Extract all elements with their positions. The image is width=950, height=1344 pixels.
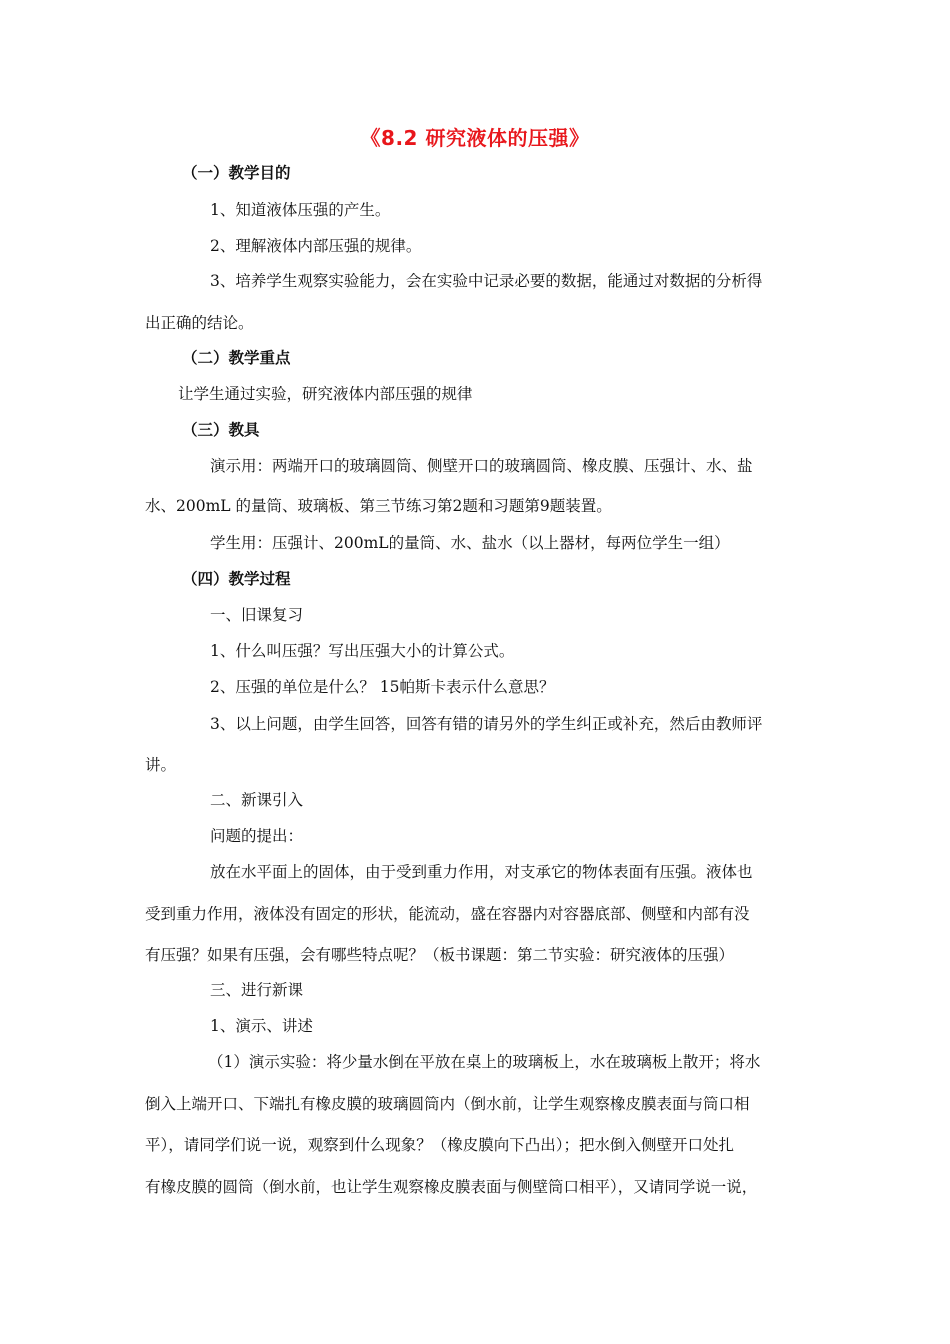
paragraph-line: 3、培养学生观察实验能力，会在实验中记录必要的数据，能通过对数据的分析得 (210, 272, 763, 290)
section-heading-teaching-aids: （三）教具 (182, 421, 260, 439)
paragraph-line: 有橡皮膜的圆筒（倒水前，也让学生观察橡皮膜表面与侧壁筒口相平），又请同学说一说， (145, 1178, 758, 1196)
paragraph-line: 三、进行新课 (210, 981, 304, 999)
paragraph-line: 平），请同学们说一说，观察到什么现象？（橡皮膜向下凸出）；把水倒入侧壁开口处扎 (145, 1136, 735, 1154)
paragraph-line: 二、新课引入 (210, 791, 304, 809)
paragraph-line: 水、200mL 的量筒、玻璃板、第三节练习第2题和习题第9题装置。 (145, 497, 612, 515)
paragraph-line: 演示用：两端开口的玻璃圆筒、侧壁开口的玻璃圆筒、橡皮膜、压强计、水、盐 (210, 457, 753, 475)
paragraph-line: 1、演示、讲述 (210, 1017, 313, 1035)
paragraph-line: 问题的提出： (210, 827, 304, 845)
paragraph-line: 放在水平面上的固体，由于受到重力作用，对支承它的物体表面有压强。液体也 (210, 863, 753, 881)
section-heading-key-points: （二）教学重点 (182, 349, 291, 367)
paragraph-line: 出正确的结论。 (145, 314, 254, 332)
paragraph-line: 倒入上端开口、下端扎有橡皮膜的玻璃圆筒内（倒水前，让学生观察橡皮膜表面与筒口相 (145, 1095, 750, 1113)
paragraph-line: 2、压强的单位是什么？ 15帕斯卡表示什么意思？ (210, 678, 555, 696)
paragraph-line: 一、旧课复习 (210, 606, 304, 624)
paragraph-line: 有压强？如果有压强，会有哪些特点呢？（板书课题：第二节实验：研究液体的压强） (145, 946, 735, 964)
document-title: 《8.2 研究液体的压强》 (360, 126, 590, 150)
paragraph-line: 讲。 (145, 756, 177, 774)
paragraph-line: （1）演示实验：将少量水倒在平放在桌上的玻璃板上，水在玻璃板上散开；将水 (208, 1053, 761, 1071)
paragraph-line: 1、什么叫压强？写出压强大小的计算公式。 (210, 642, 515, 660)
paragraph-line: 2、理解液体内部压强的规律。 (210, 237, 422, 255)
section-heading-teaching-process: （四）教学过程 (182, 570, 291, 588)
paragraph-line: 3、以上问题，由学生回答，回答有错的请另外的学生纠正或补充，然后由教师评 (210, 715, 763, 733)
section-heading-objectives: （一）教学目的 (182, 164, 291, 182)
paragraph-line: 让学生通过实验，研究液体内部压强的规律 (178, 385, 473, 403)
paragraph-line: 受到重力作用，液体没有固定的形状，能流动，盛在容器内对容器底部、侧壁和内部有没 (145, 905, 750, 923)
paragraph-line: 学生用：压强计、200mL的量筒、水、盐水（以上器材，每两位学生一组） (210, 534, 730, 552)
paragraph-line: 1、知道液体压强的产生。 (210, 201, 391, 219)
